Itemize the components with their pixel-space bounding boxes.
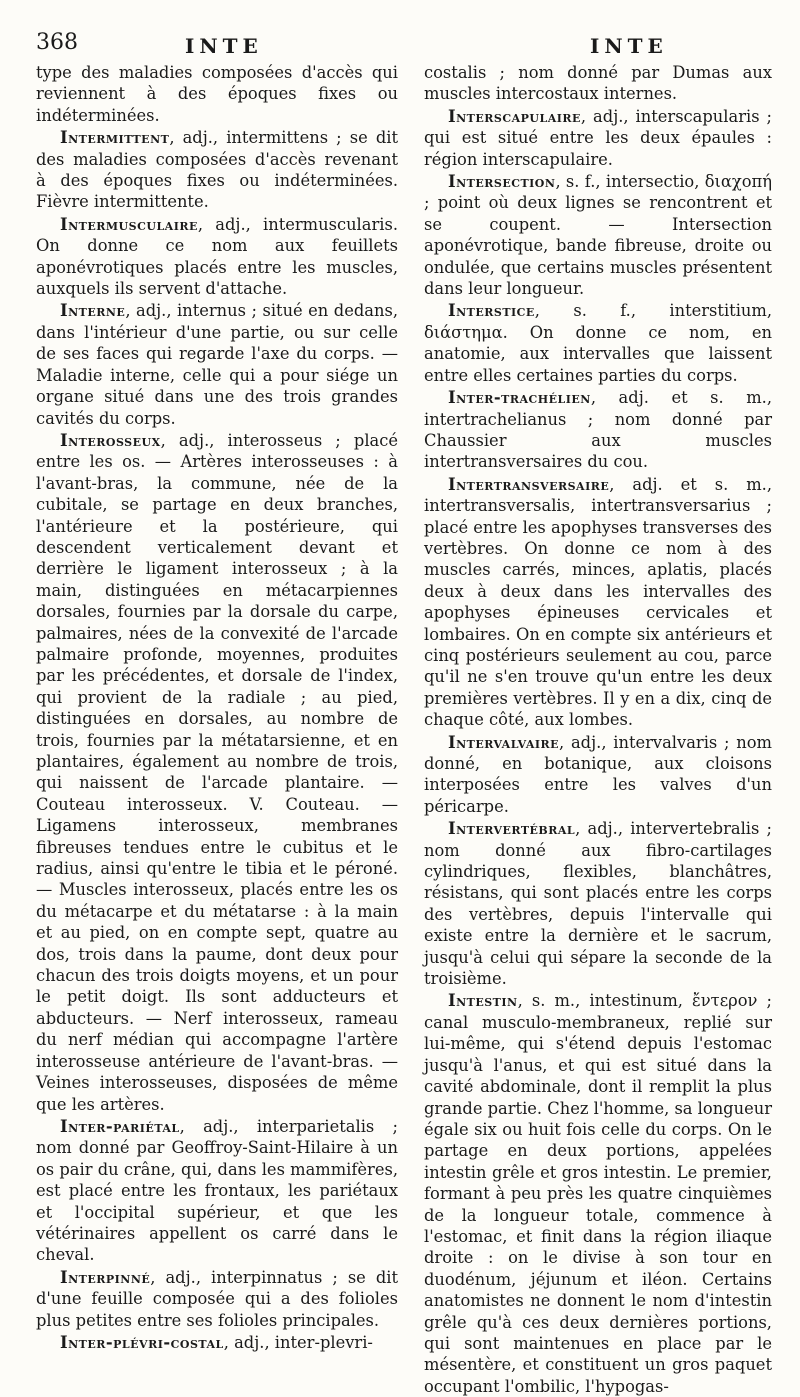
entry-text: , adj. et s. m., intertransversalis, intertransversarius ; placé entre les apophyses transverses des vertèbres. On donne ce nom à des muscles carrés, minces, aplatis, placés deux à deux dans les intervalles des apophyses épineuses cervicales et lombaires. On en compte six antérieurs et cinq postérieurs seulement au cou, parce qu'il ne s'en trouve qu'un entre les deux premières vertèbres. Il y en a dix, cinq de chaque côté, aux lombes.	[424, 474, 772, 730]
entry-text: , adj., interpinnatus ; se dit d'une feuille composée qui a des folioles plus petites entre ses folioles principales.	[36, 1267, 398, 1330]
dictionary-entry	[424, 732, 772, 818]
entry-text: costalis ; nom donné par Dumas aux muscles intercostaux internes.	[424, 63, 772, 104]
entry-headword: Inter-plévri-costal	[60, 1332, 224, 1352]
dictionary-entry	[36, 127, 398, 213]
page-number: 368	[36, 30, 78, 55]
dictionary-entry	[424, 106, 772, 170]
entry-headword: Intestin	[448, 991, 518, 1011]
entry-headword: Interpinné	[60, 1267, 151, 1287]
entry-text: type des maladies composées d'accès qui reviennent à des époques fixes ou indéterminées.	[36, 63, 398, 125]
dictionary-entry	[36, 1332, 398, 1353]
entry-headword: Intermittent	[60, 128, 170, 148]
entry-headword: Intervertébral	[448, 819, 576, 839]
dictionary-entry	[36, 62, 398, 126]
dictionary-entry	[424, 818, 772, 989]
dictionary-entry	[424, 171, 772, 299]
entry-text: , adj., intervertebralis ; nom donné aux fibro-cartilages cylindriques, flexibles, blanchâtres, résistans, qui sont placés entre les corps des vertèbres, depuis l'intervalle qui existe entre la dernière et le sacrum, jusqu'à celui qui sépare la seconde de la troisième.	[424, 819, 772, 989]
entry-text: , adj. et s. m., intertrachelianus ; nom donné par Chaussier aux muscles intertransversaires du cou.	[424, 388, 772, 472]
entry-text: , s. f., interstitium, διάστημα. On donne ce nom, en anatomie, aux intervalles que laissent entre elles certaines parties du corps.	[424, 301, 772, 385]
entry-headword: Intertransversaire	[448, 474, 610, 494]
entry-headword: Intervalvaire	[448, 732, 560, 752]
dictionary-entry	[36, 1267, 398, 1331]
entry-headword: Interscapulaire	[448, 106, 581, 126]
entry-text: , adj., intermittens ; se dit des maladies composées d'accès revenant à des époques fixes ou indéterminées. Fièvre intermittente.	[36, 128, 398, 212]
dictionary-entry	[36, 430, 398, 1115]
dictionary-entry	[424, 300, 772, 386]
page-header	[0, 0, 800, 66]
entry-headword: Intermusculaire	[60, 214, 198, 234]
entry-headword: Interstice	[448, 301, 535, 321]
entry-headword: Intersection	[448, 172, 556, 192]
entry-headword: Interosseux	[60, 430, 161, 450]
entry-text: , adj., interparietalis ; nom donné par Geoffroy-Saint-Hilaire à un os pair du crâne, qui, dans les mammifères, est placé entre les frontaux, les pariétaux et l'occipital supérieur, et que les vétérinaires appellent os carré dans le cheval.	[36, 1116, 398, 1265]
dictionary-entry	[36, 214, 398, 300]
entry-text: , adj., interosseus ; placé entre les os. — Artères interosseuses : à l'avant-bras, la commune, née de la cubitale, se partage en deux branches, l'antérieure et la postérieure, qui descendent verticalement devant et derrière le ligament interosseux ; à la main, distinguées en métacarpiennes dorsales, fournies par la dorsale du carpe, palmaires, nées de la convexité de l'arcade palmaire profonde, moyennes, produites par les précédentes, et dorsale de l'index, qui provient de la radiale ; au pied, distinguées en dorsales, au nombre de trois, fournies par la métatarsienne, et en plantaires, également au nombre de trois, qui naissent de l'arcade plantaire. — Couteau interosseux. V. Couteau. — Ligamens interosseux, membranes fibreuses tendues entre le cubitus et le radius, ainsi qu'entre le tibia et le péroné. — Muscles interosseux, placés entre les os du métacarpe et du métatarse : à la main et au pied, on en compte sept, quatre au dos, trois dans la paume, dont deux pour chacun des trois doigts moyens, et un pour le petit doigt. Ils sont adducteurs et abducteurs. — Nerf interosseux, rameau du nerf médian qui accompagne l'artère interosseuse antérieure de l'avant-bras. — Veines interosseuses, disposées de même que les artères.	[36, 430, 398, 1114]
entry-text: , adj., interscapularis ; qui est situé entre les deux épaules : région interscapulaire.	[424, 106, 772, 169]
entry-text: , adj., intervalvaris ; nom donné, en botanique, aux cloisons interposées entre les valves d'un péricarpe.	[424, 732, 772, 816]
entry-headword: Inter-trachélien	[448, 388, 591, 408]
dictionary-entry	[36, 1116, 398, 1266]
left-column	[36, 62, 398, 1352]
entry-headword: Interne	[60, 301, 126, 321]
dictionary-entry	[424, 474, 772, 731]
dictionary-entry	[424, 62, 772, 105]
entry-text: , s. f., intersectio, διαχοπή ; point où deux lignes se rencontrent et se coupent. — Intersection aponévrotique, bande fibreuse, droite ou ondulée, que certains muscles présentent dans leur longueur.	[424, 172, 772, 299]
entry-headword: Inter-pariétal	[60, 1116, 180, 1136]
running-head-left: INTE	[185, 34, 263, 58]
dictionary-entry	[36, 300, 398, 428]
running-head-right: INTE	[590, 34, 668, 58]
entry-text: , adj., intermuscularis. On donne ce nom aux feuillets aponévrotiques placés entre les muscles, auxquels ils servent d'attache.	[36, 214, 398, 299]
dictionary-entry	[424, 387, 772, 473]
right-column	[424, 62, 772, 1396]
entry-text: , adj., internus ; situé en dedans, dans l'intérieur d'une partie, ou sur celle de ses faces qui regarde l'axe du corps. — Maladie interne, celle qui a pour siége un organe situé dans une des trois grandes cavités du corps.	[36, 301, 398, 428]
entry-text: , adj., inter-plevri-	[223, 1332, 373, 1352]
dictionary-entry	[424, 990, 772, 1397]
entry-text: , s. m., intestinum, ἔντερον ; canal musculo-membraneux, replié sur lui-même, qui s'étend depuis l'estomac jusqu'à l'anus, et qui est situé dans la cavité abdominale, dont il remplit la plus grande partie. Chez l'homme, sa longueur égale six ou huit fois celle du corps. On le partage en deux portions, appelées intestin grêle et gros intestin. Le premier, formant à peu près les quatre cinquièmes de la longueur totale, commence à l'estomac, et finit dans la région iliaque droite : on le divise à son tour en duodénum, jéjunum et iléon. Certains anatomistes ne donnent le nom d'intestin grêle qu'à ces deux dernières portions, qui sont maintenues en place par le mésentère, et constituent un gros paquet occupant l'ombilic, l'hypogas-	[424, 991, 772, 1396]
